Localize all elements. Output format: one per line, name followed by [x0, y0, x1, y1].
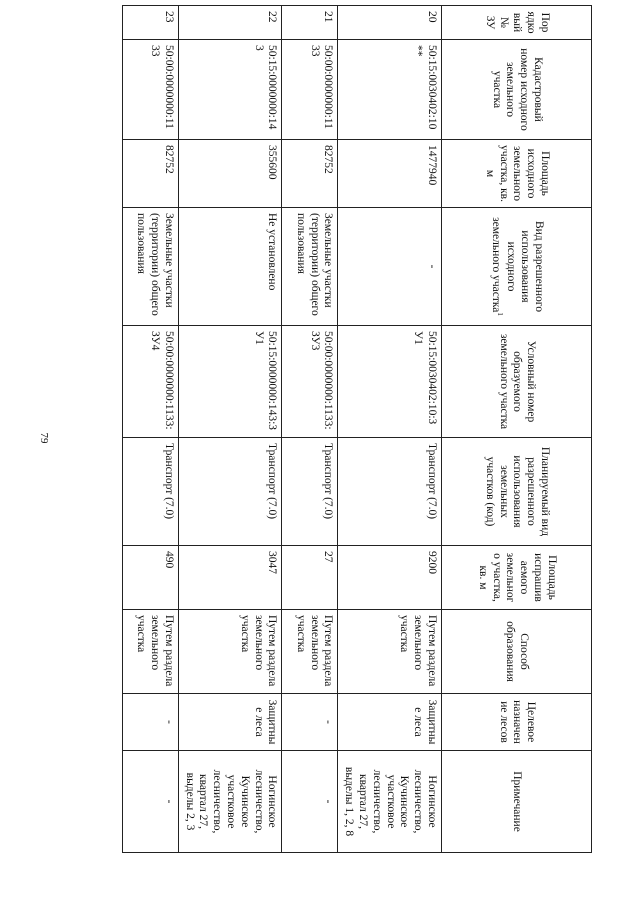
- cell-note: -: [282, 751, 338, 853]
- cell-method: Путем раздела земельного участка: [178, 610, 282, 694]
- table-container: [135, 5, 592, 852]
- cell-use-source: -: [338, 208, 442, 326]
- header-row: [442, 6, 592, 853]
- cell-area-source: 355600: [178, 140, 282, 208]
- cell-note: -: [122, 751, 178, 853]
- cell-method: Путем раздела земельного участка: [282, 610, 338, 694]
- header-cell: Порядковый № ЗУ: [442, 6, 592, 40]
- cell-cadastral: 50:15:0000000:143: [178, 40, 282, 140]
- header-text: Вид разрешенного использования исходного земельного участка: [489, 217, 546, 313]
- cell-area-source: 82752: [282, 140, 338, 208]
- page-number: 79: [38, 432, 50, 444]
- header-cell: Площадь исходного земельного участка, кв. м: [442, 140, 592, 208]
- cell-forest-purpose: Защитные леса: [338, 694, 442, 751]
- cell-new-number: 50:15:0030402:10:ЗУ1: [338, 326, 442, 438]
- header-cell: Площадь испрашиваемого земельного участка, кв. м: [442, 546, 592, 610]
- table-row: [282, 6, 338, 853]
- cell-method: Путем раздела земельного участка: [122, 610, 178, 694]
- cell-forest-purpose: -: [282, 694, 338, 751]
- cell-use-source: Земельные участки (территории) общего пользования: [122, 208, 178, 326]
- cell-area-requested: 27: [282, 546, 338, 610]
- header-cell: Целевое назначение лесов: [442, 694, 592, 751]
- cell-area-requested: 490: [122, 546, 178, 610]
- cell-use-source: Не установлено: [178, 208, 282, 326]
- header-cell: Кадастровый номер исходного земельного участка: [442, 40, 592, 140]
- cell-planned-use: Транспорт (7.0): [178, 438, 282, 546]
- header-footnote-marker: 1: [495, 312, 504, 316]
- cell-forest-purpose: -: [122, 694, 178, 751]
- table-row: [122, 6, 178, 853]
- cell-area-requested: 9200: [338, 546, 442, 610]
- cell-area-source: 1477940: [338, 140, 442, 208]
- header-cell: Примечание: [442, 751, 592, 853]
- cell-num: 22: [178, 6, 282, 40]
- header-cell: [442, 208, 592, 326]
- cell-area-requested: 3047: [178, 546, 282, 610]
- cell-use-source: Земельные участки (территории) общего пользования: [282, 208, 338, 326]
- cell-new-number: 50:15:0000000:143:ЗУ1: [178, 326, 282, 438]
- header-cell: Условный номер образуемого земельного участка: [442, 326, 592, 438]
- cell-new-number: 50:00:0000000:1133:ЗУ4: [122, 326, 178, 438]
- cell-planned-use: Транспорт (7.0): [282, 438, 338, 546]
- cell-num: 21: [282, 6, 338, 40]
- cell-cadastral: 50:00:0000000:1133: [122, 40, 178, 140]
- cell-method: Путем раздела земельного участка: [338, 610, 442, 694]
- cell-new-number: 50:00:0000000:1133:ЗУ3: [282, 326, 338, 438]
- cell-planned-use: Транспорт (7.0): [338, 438, 442, 546]
- cell-cadastral: 50:15:0030402:10**: [338, 40, 442, 140]
- cell-note: Ногинское лесничество, Кучинское участковое лесничество, квартал 27, выделы 2, 3: [178, 751, 282, 853]
- cell-num: 20: [338, 6, 442, 40]
- table-row: [338, 6, 442, 853]
- cell-num: 23: [122, 6, 178, 40]
- cell-forest-purpose: Защитные леса: [178, 694, 282, 751]
- cell-planned-use: Транспорт (7.0): [122, 438, 178, 546]
- header-cell: Способ образования: [442, 610, 592, 694]
- cell-note: Ногинское лесничество, Кучинское участковое лесничество, квартал 27, выделы 1, 2, 8: [338, 751, 442, 853]
- land-plots-table: [122, 5, 592, 853]
- table-row: [178, 6, 282, 853]
- header-cell: Планируемый вид разрешенного использования земельных участков (код): [442, 438, 592, 546]
- cell-cadastral: 50:00:0000000:1133: [282, 40, 338, 140]
- cell-area-source: 82752: [122, 140, 178, 208]
